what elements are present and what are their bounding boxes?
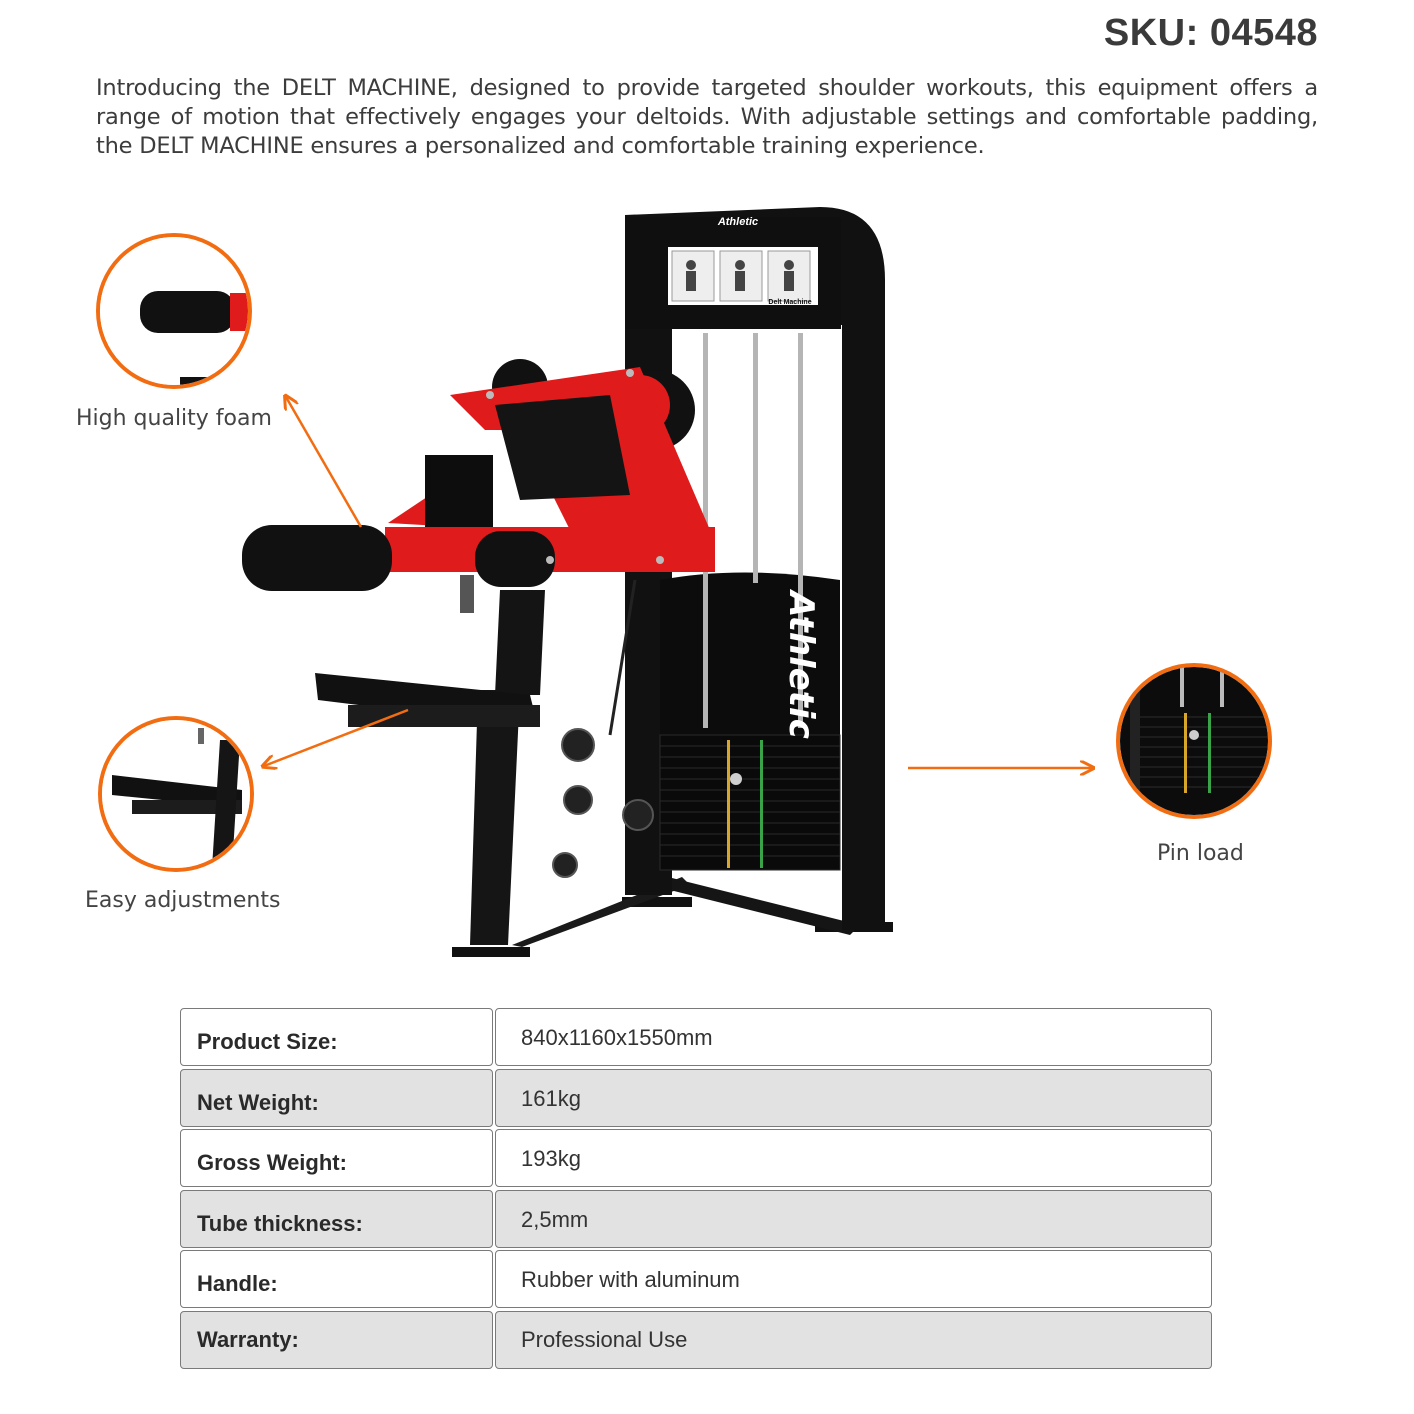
spec-label: Gross Weight: [180,1129,493,1187]
product-intro: Introducing the DELT MACHINE, designed to provide targeted shoulder workouts, this equipment offers a range of motion that effectively engages your deltoids. With adjustable settings and comfortable padding, the DELT MACHINE ensures a personalized and comfortable training experience. [96,75,1318,159]
spec-row [180,1190,1212,1248]
foam-callout-label: High quality foam [76,406,272,431]
spec-row [180,1069,1212,1127]
spec-label: Product Size: [180,1008,493,1066]
placard-brand: Athletic [717,216,759,228]
spec-row [180,1008,1212,1066]
spec-table [180,1008,1212,1371]
stack-brand: Athletic [781,591,821,739]
spec-value: 161kg [495,1069,1212,1127]
spec-value: 2,5mm [495,1190,1212,1248]
pin-load-zoom-circle [1116,663,1272,819]
spec-label: Tube thickness: [180,1190,493,1248]
spec-value: 840x1160x1550mm [495,1008,1212,1066]
spec-value: Rubber with aluminum [495,1250,1212,1308]
adjustment-detail-image [102,720,250,868]
adjust-callout-label: Easy adjustments [85,888,281,913]
spec-value: 193kg [495,1129,1212,1187]
spec-value: Professional Use [495,1311,1212,1369]
pin-load-detail-image [1120,667,1268,815]
spec-label: Handle: [180,1250,493,1308]
pin-callout-label: Pin load [1157,841,1244,866]
foam-zoom-circle [96,233,252,389]
adjustment-zoom-circle [98,716,254,872]
spec-label: Net Weight: [180,1069,493,1127]
placard-label: Delt Machine [768,299,812,306]
delt-machine-image [220,195,920,975]
foam-detail-image [100,237,248,385]
spec-label: Warranty: [180,1311,493,1369]
spec-row [180,1250,1212,1308]
sku-label: SKU: 04548 [1103,12,1318,54]
spec-row [180,1129,1212,1187]
spec-row [180,1311,1212,1369]
